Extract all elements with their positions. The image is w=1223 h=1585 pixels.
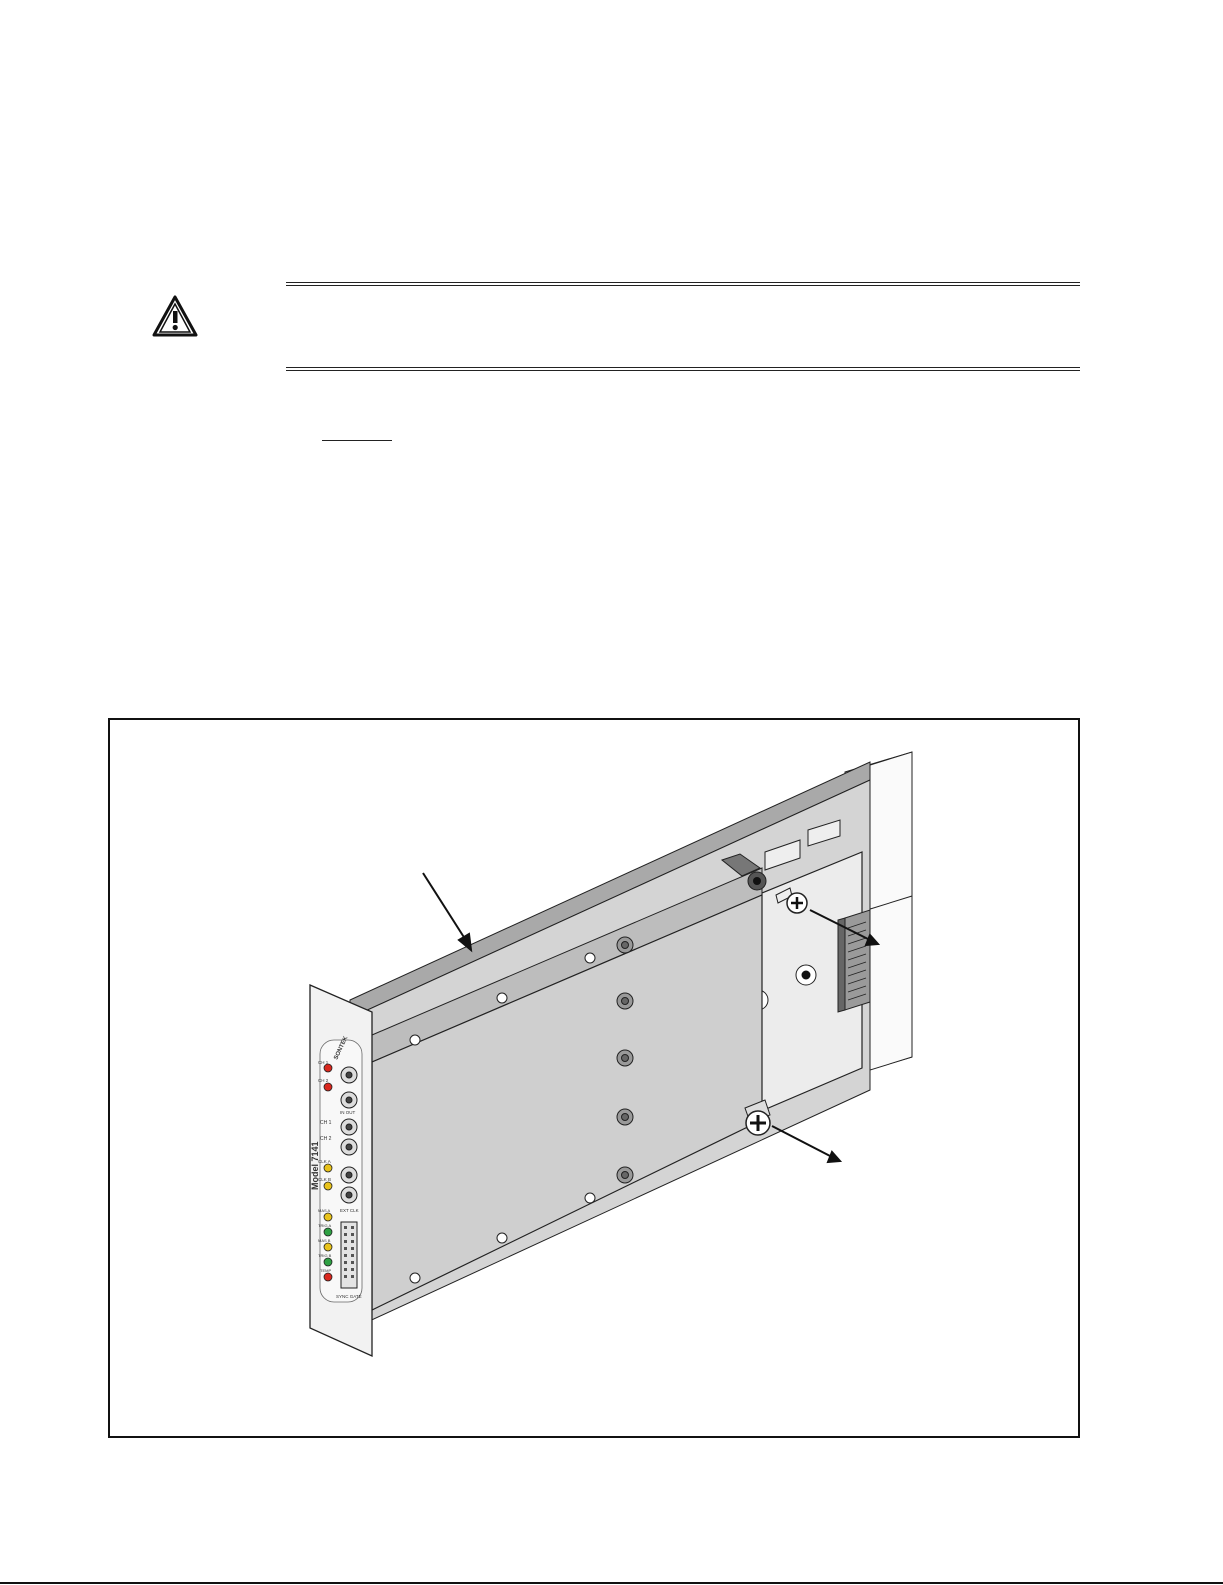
label-clk-b: CLK B — [318, 1177, 332, 1182]
label-ch1-mid: CH 1 — [320, 1120, 332, 1126]
label-clk-a: CLK A — [318, 1159, 331, 1164]
faceplate — [310, 985, 372, 1356]
led-ch2 — [324, 1083, 332, 1091]
page-bottom-rule — [0, 1582, 1223, 1584]
label-ch1-top: CH 1 — [318, 1060, 329, 1065]
led-trig-a — [324, 1228, 332, 1236]
label-sync-gate: SYNC GATE — [336, 1294, 362, 1299]
label-ext-clk: EXT CLK — [340, 1208, 359, 1213]
led-clk-a — [324, 1164, 332, 1172]
label-ch2-top: CH 2 — [318, 1078, 329, 1083]
led-mas-a — [324, 1213, 332, 1221]
led-clk-b — [324, 1182, 332, 1190]
label-trig-b: TRIG B — [318, 1253, 332, 1258]
led-temp — [324, 1273, 332, 1281]
label-trig-a: TRIG A — [318, 1223, 332, 1228]
led-mas-b — [324, 1243, 332, 1251]
led-trig-b — [324, 1258, 332, 1266]
label-mas-a: MAS A — [318, 1208, 331, 1213]
brand-label: SONTEK — [333, 1035, 350, 1061]
led-ch1 — [324, 1064, 332, 1072]
label-mas-b: MAS B — [318, 1238, 331, 1243]
label-temp: TEMP — [320, 1268, 332, 1273]
model-label: Model 7141 — [310, 1141, 320, 1190]
label-in-out: IN OUT — [340, 1110, 356, 1115]
label-ch2-mid: CH 2 — [320, 1136, 332, 1142]
